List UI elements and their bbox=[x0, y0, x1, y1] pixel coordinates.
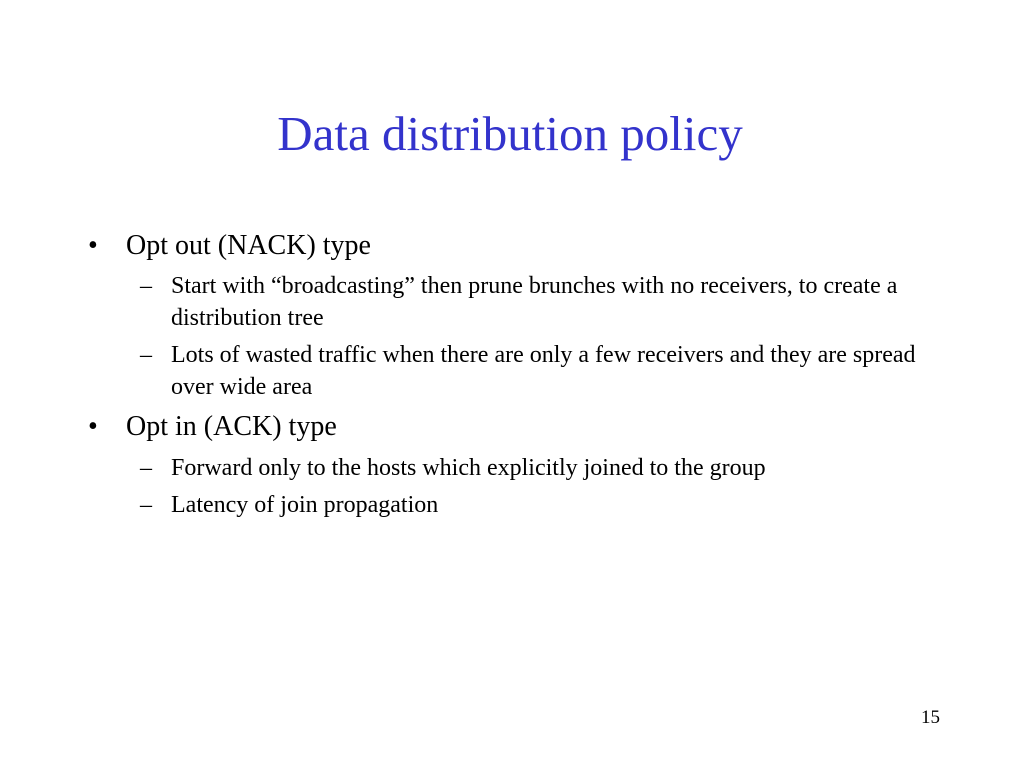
sub-bullet-marker: – bbox=[140, 492, 152, 518]
slide-title: Data distribution policy bbox=[277, 106, 743, 161]
sub-bullet-text: Latency of join propagation bbox=[171, 492, 439, 518]
bullet-text: Opt out (NACK) type bbox=[126, 230, 371, 261]
bullet-marker: • bbox=[88, 411, 98, 442]
page-number: 15 bbox=[921, 707, 940, 728]
sub-bullet-marker: – bbox=[140, 273, 152, 299]
sub-bullet-text: Start with “broadcasting” then prune brunches with no receivers, to create a distribution tree bbox=[171, 273, 898, 331]
bullet-marker: • bbox=[88, 230, 98, 261]
sub-bullet-marker: – bbox=[140, 342, 152, 368]
sub-bullet-text: Lots of wasted traffic when there are only a few receivers and they are spread over wide area bbox=[171, 342, 916, 400]
sub-bullet-text: Forward only to the hosts which explicitly joined to the group bbox=[171, 455, 766, 481]
sub-bullet-marker: – bbox=[140, 455, 152, 481]
bullet-text: Opt in (ACK) type bbox=[126, 411, 337, 442]
